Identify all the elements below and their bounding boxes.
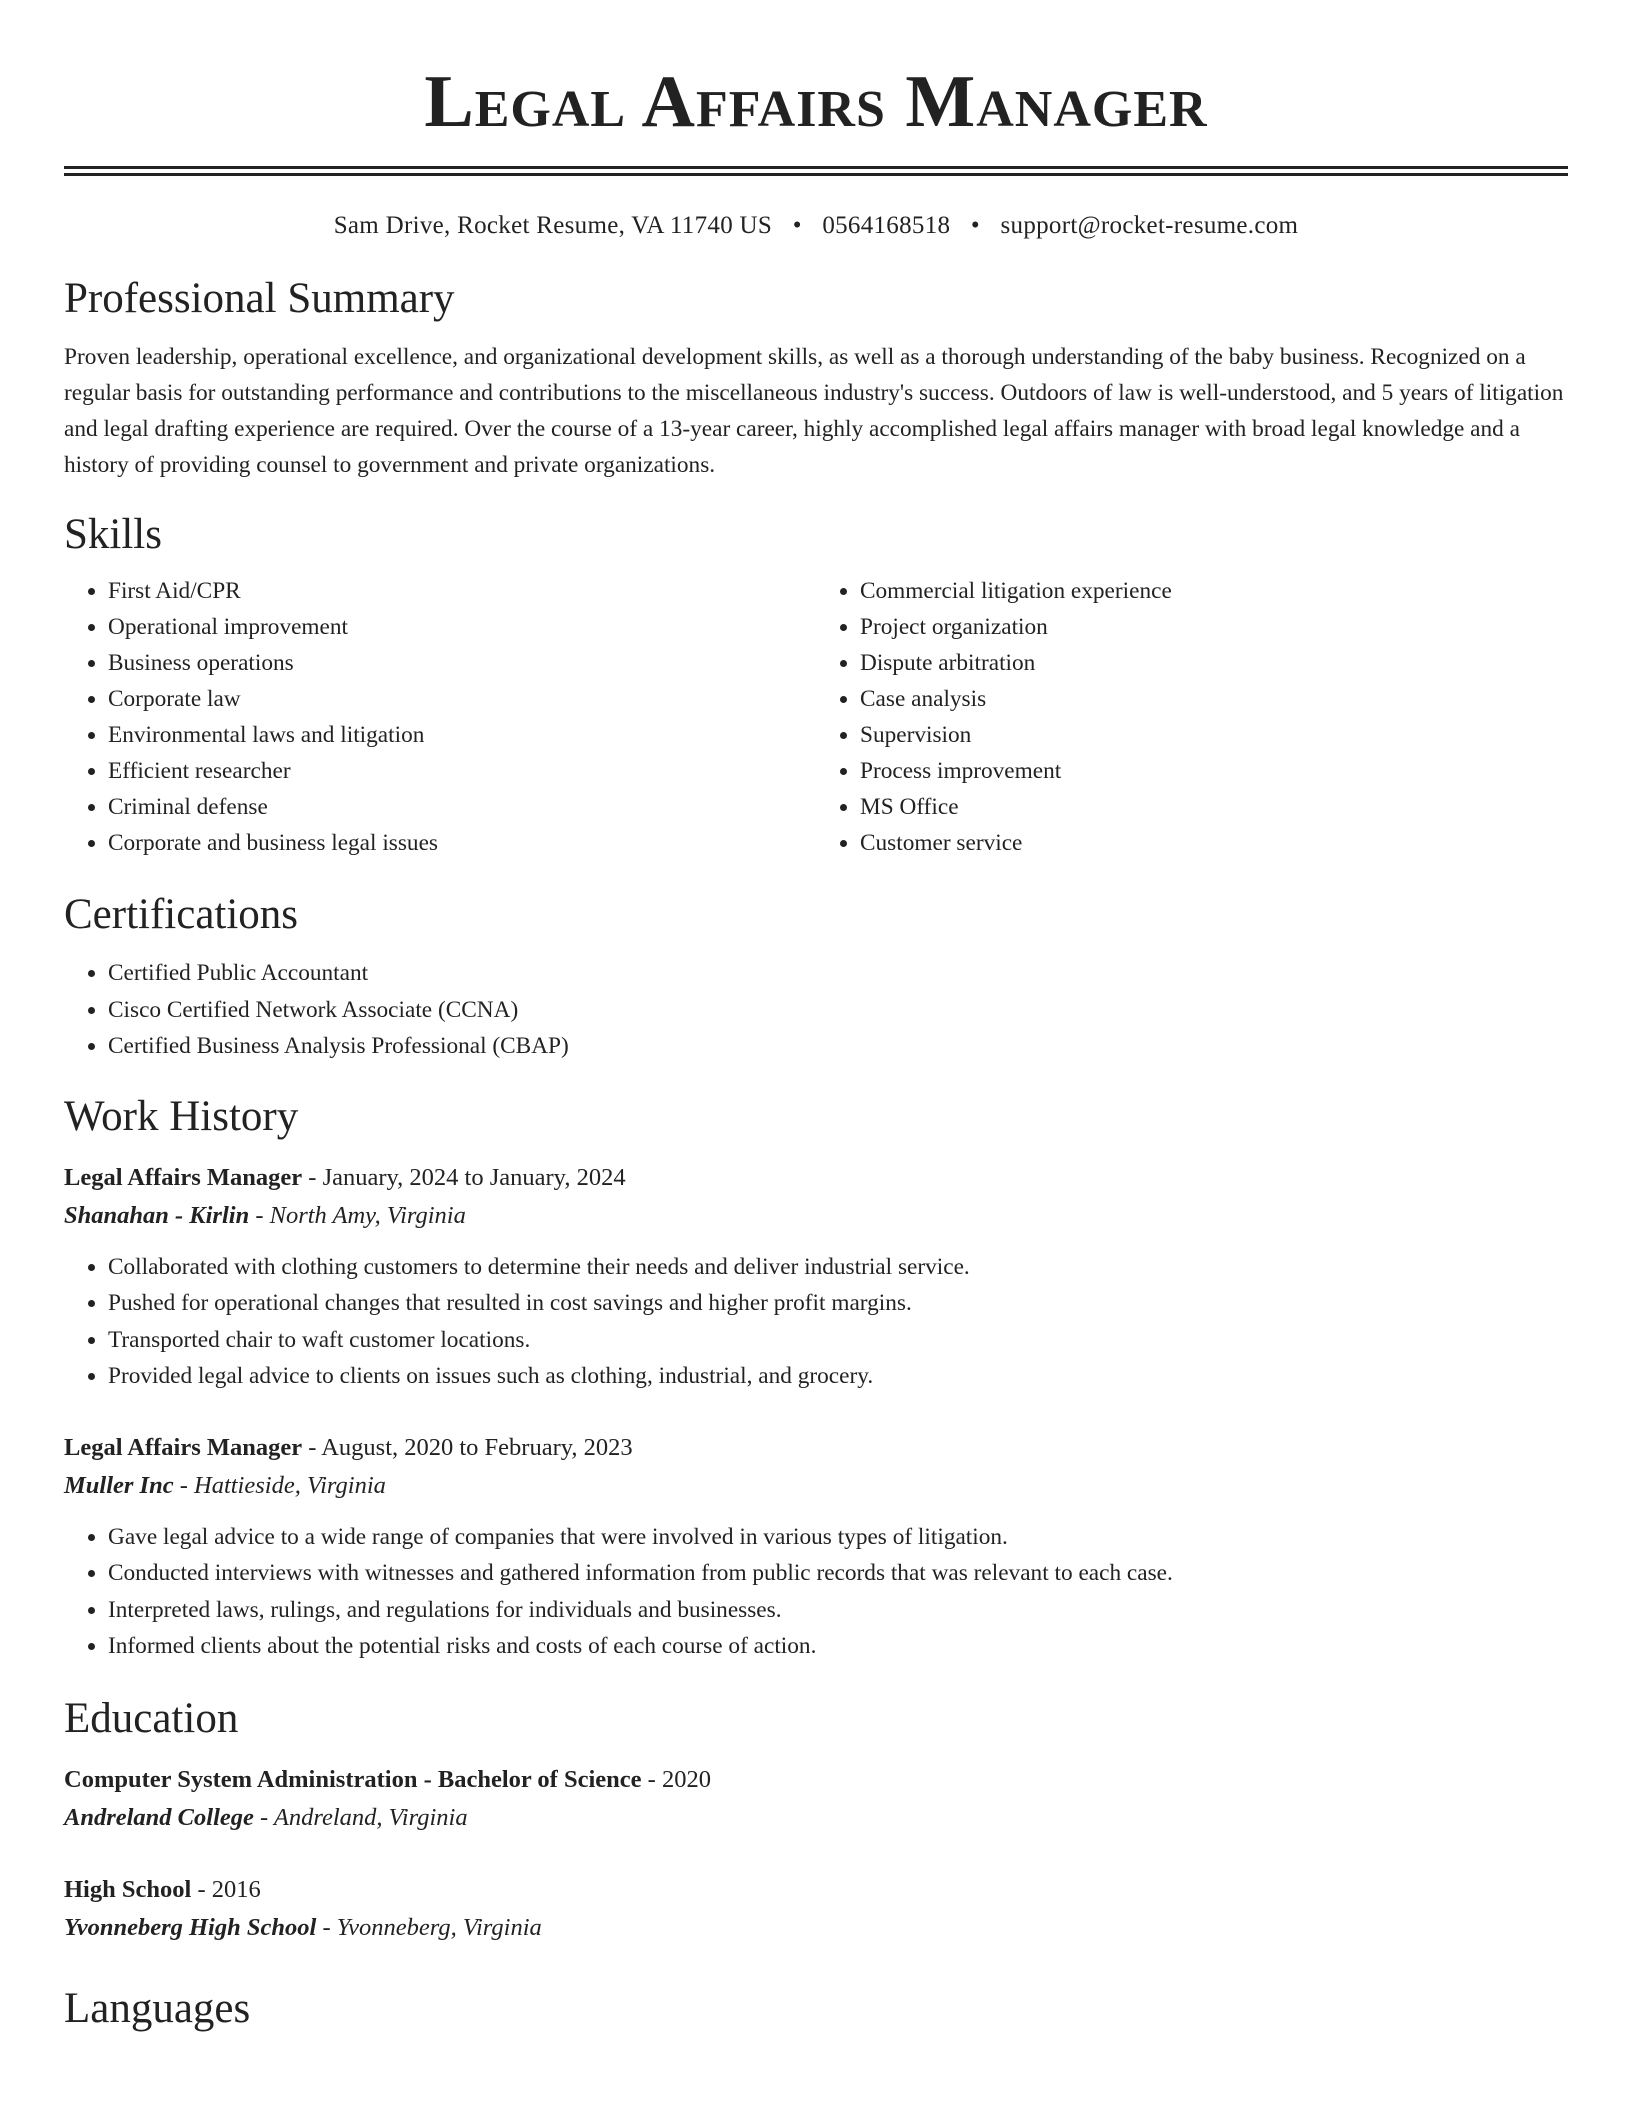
resume-name-title: Legal Affairs Manager [424,61,1208,143]
education-degree-line [64,1761,1568,1799]
job-dates: - August, 2020 to February, 2023 [302,1433,633,1461]
skills-grid [64,573,1568,861]
job-company-line [64,1197,1568,1235]
skill-item: • Criminal defense [108,789,816,825]
skill-item: • Supervision [860,717,1568,753]
job-location: - Hattieside, Virginia [173,1471,386,1499]
education-school: Yvonneberg High School [64,1913,317,1941]
contact-phone: 0564168518 [822,212,951,239]
skill-item: • Process improvement [860,753,1568,789]
job-entry [64,1159,1568,1395]
certification-item: • Cisco Certified Network Associate (CCNA) [108,992,1568,1029]
skills-list-right [816,573,1568,861]
skill-item: • Dispute arbitration [860,645,1568,681]
skill-item: • Commercial litigation experience [860,573,1568,609]
job-bullet: • Provided legal advice to clients on issues such as clothing, industrial, and grocery. [108,1358,1568,1395]
skills-list-left [64,573,816,861]
job-dates: - January, 2024 to January, 2024 [302,1163,626,1191]
contact-line [64,209,1568,243]
education-school-line [64,1799,1568,1837]
job-bullet: • Collaborated with clothing customers to determine their needs and deliver industrial service. [108,1249,1568,1286]
work-history-heading: Work History [64,1092,299,1140]
contact-email: support@rocket-resume.com [1000,212,1299,239]
job-bullet: • Transported chair to waft customer locations. [108,1322,1568,1359]
skill-item: • First Aid/CPR [108,573,816,609]
job-entry [64,1429,1568,1665]
certification-item: • Certified Public Accountant [108,955,1568,992]
summary-heading: Professional Summary [64,275,455,322]
job-location: - North Amy, Virginia [249,1201,466,1229]
contact-separator: • [792,212,802,239]
skill-item: • Customer service [860,825,1568,861]
education-year: - 2020 [641,1765,711,1793]
job-bullet: • Gave legal advice to a wide range of companies that were involved in various types of litigation. [108,1519,1568,1556]
job-company: Shanahan - Kirlin [64,1201,250,1229]
education-entry [64,1871,1568,1947]
education-location: - Andreland, Virginia [253,1803,468,1831]
job-role: Legal Affairs Manager [64,1163,303,1191]
job-bullet: • Pushed for operational changes that resulted in cost savings and higher profit margins. [108,1285,1568,1322]
job-bullet: • Informed clients about the potential risks and costs of each course of action. [108,1628,1568,1665]
job-bullets [64,1519,1568,1665]
job-bullets [64,1249,1568,1395]
certifications-heading: Certifications [64,891,299,938]
skill-item: • Project organization [860,609,1568,645]
skill-item: • Operational improvement [108,609,816,645]
contact-address: Sam Drive, Rocket Resume, VA 11740 US [333,212,773,239]
skills-heading: Skills [64,511,162,558]
job-bullet: • Conducted interviews with witnesses and gathered information from public records that was relevant to each case. [108,1555,1568,1592]
skill-item: • Business operations [108,645,816,681]
education-degree: High School [64,1875,192,1903]
job-company: Muller Inc [64,1471,174,1499]
education-school-line [64,1909,1568,1947]
education-school: Andreland College [64,1803,254,1831]
education-heading: Education [64,1694,239,1742]
education-year: - 2016 [191,1875,261,1903]
education-degree: Computer System Administration - Bachelor of Science [64,1765,642,1793]
job-bullet: • Interpreted laws, rulings, and regulations for individuals and businesses. [108,1592,1568,1629]
certifications-list [64,955,1568,1065]
skill-item: • MS Office [860,789,1568,825]
contact-separator: • [970,212,980,239]
skill-item: • Corporate and business legal issues [108,825,816,861]
skill-item: • Case analysis [860,681,1568,717]
certification-item: • Certified Business Analysis Professional (CBAP) [108,1028,1568,1065]
job-title-line [64,1429,1568,1467]
education-entry [64,1761,1568,1837]
skill-item: • Corporate law [108,681,816,717]
education-location: - Yvonneberg, Virginia [316,1913,542,1941]
job-role: Legal Affairs Manager [64,1433,303,1461]
job-company-line [64,1467,1568,1505]
languages-heading: Languages [64,1984,251,2032]
job-title-line [64,1159,1568,1197]
education-degree-line [64,1871,1568,1909]
summary-text: Proven leadership, operational excellence, and organizational development skills, as well as a thorough understanding of the baby business. Recognized on a regular basis for outstanding performance and contributions to the miscellaneous industry's success. Outdoors of law is well-understood, and 5 years of litigation and legal drafting experience are required. Over the course of a 13-year career, highly accomplished legal affairs manager with broad legal knowledge and a history of providing counsel to government and private organizations. [64,344,1564,478]
skill-item: • Efficient researcher [108,753,816,789]
skill-item: • Environmental laws and litigation [108,717,816,753]
header-double-rule [64,166,1568,176]
